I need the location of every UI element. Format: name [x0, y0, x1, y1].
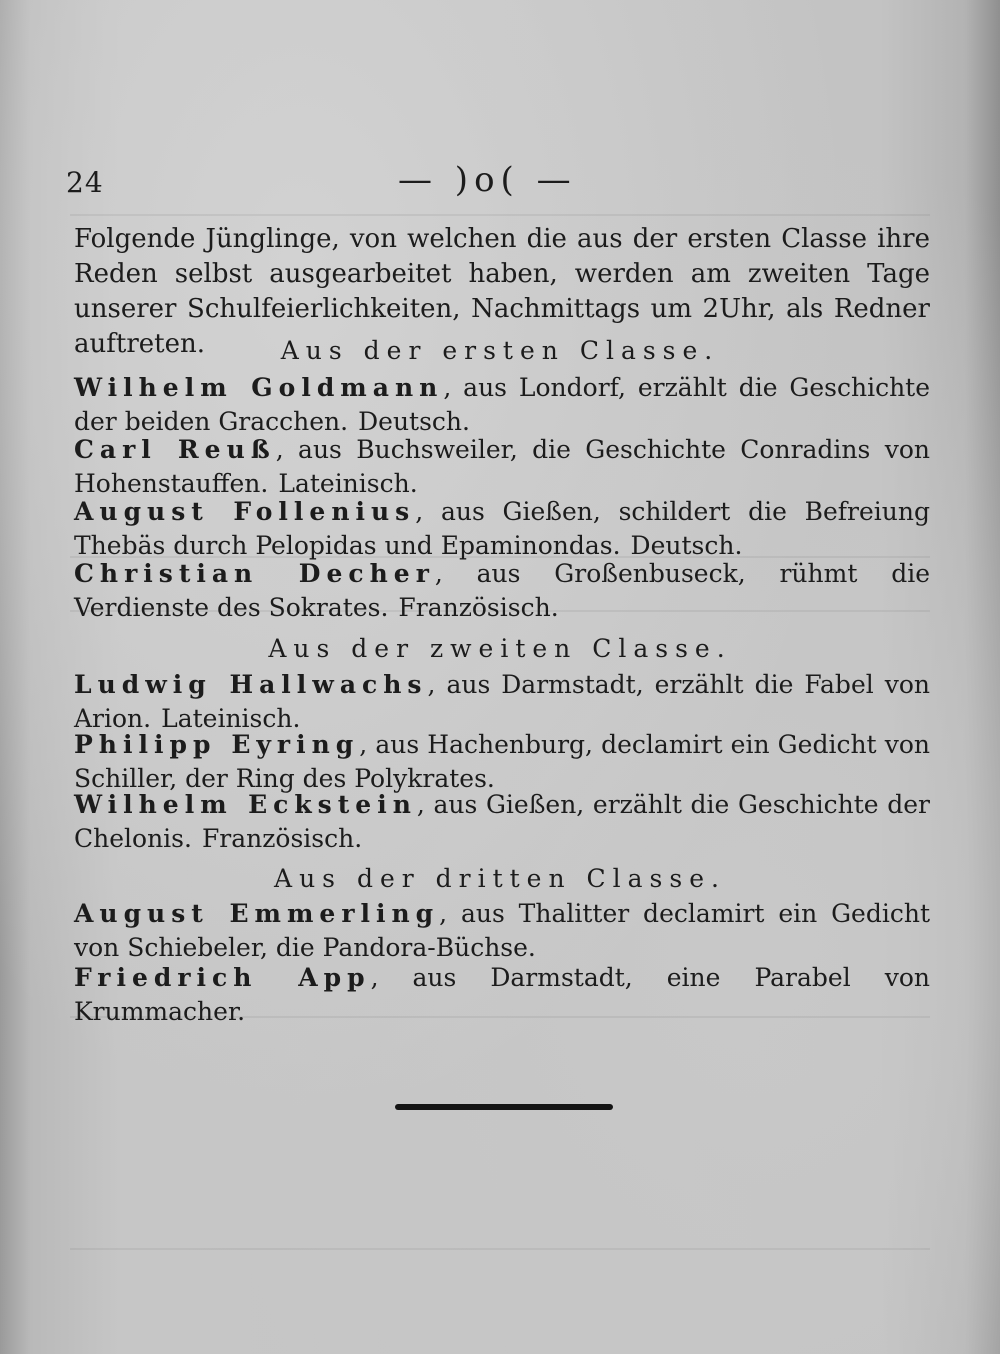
- speech-language: Französisch.: [201, 824, 363, 853]
- speech-language: Lateinisch.: [278, 469, 418, 498]
- section-heading: Aus der zweiten Classe.: [268, 634, 732, 663]
- speaker-description: , aus Darmstadt, eine Parabel von Krummacher.: [74, 963, 930, 1026]
- speaker-entry: [74, 557, 930, 625]
- speech-language: Französisch.: [398, 593, 559, 622]
- speech-language: Deutsch.: [358, 407, 470, 436]
- speaker-entry: [74, 495, 930, 563]
- intro-text: Folgende Jünglinge, von welchen die aus der ersten Classe ihre Reden selbst ausgearbeitet haben, werden am zweiten Tage unserer Schulfeierlichkeiten, Nachmittags um 2Uhr, als Redner auftreten.: [74, 224, 930, 359]
- speaker-description: , aus Gießen, schildert die Befreiung Thebäs durch Pelopidas und Epaminondas.: [74, 497, 930, 560]
- speaker-description: , aus Hachenburg, declamirt ein Gedicht von Schiller, der Ring des Polykrates.: [74, 730, 930, 793]
- speaker-description: , aus Londorf, erzählt die Geschichte der beiden Gracchen.: [74, 373, 931, 436]
- speaker-description: , aus Gießen, erzählt die Geschichte der Chelonis.: [74, 790, 930, 853]
- speaker-description: , aus Thalitter declamirt ein Gedicht von Schiebeler, die Pandora-Büchse.: [74, 899, 930, 962]
- speaker-name: Christian Decher: [74, 559, 435, 588]
- speaker-entry: [74, 897, 930, 965]
- speaker-name: August Emmerling: [74, 899, 440, 928]
- bleed-through-line: [70, 214, 930, 216]
- speaker-description: , aus Buchsweiler, die Geschichte Conradins von Hohenstauffen.: [74, 435, 930, 498]
- speech-language: Deutsch.: [630, 531, 743, 560]
- speaker-name: Carl Reuß: [74, 435, 276, 464]
- closing-rule: [395, 1104, 613, 1110]
- section-heading: Aus der ersten Classe.: [280, 336, 720, 365]
- speaker-name: Wilhelm Goldmann: [74, 373, 444, 402]
- running-head: — )o( —: [398, 160, 577, 200]
- speaker-name: Philipp Eyring: [74, 730, 360, 759]
- speaker-entry: [74, 961, 930, 1029]
- speaker-name: Ludwig Hallwachs: [74, 670, 428, 699]
- section-heading: Aus der dritten Classe.: [274, 864, 726, 893]
- speaker-description: , aus Darmstadt, erzählt die Fabel von Arion.: [74, 670, 930, 733]
- speech-language: Lateinisch.: [161, 704, 301, 733]
- speaker-entry: [74, 788, 930, 856]
- speaker-entry: [74, 433, 930, 501]
- bleed-through-line: [70, 1248, 930, 1250]
- speaker-entry: [74, 728, 930, 796]
- page-number: 24: [66, 166, 104, 199]
- speaker-name: Wilhelm Eckstein: [74, 790, 417, 819]
- speaker-entry: [74, 371, 930, 439]
- speaker-description: , aus Großenbuseck, rühmt die Verdienste des Sokrates.: [74, 559, 930, 622]
- speaker-name: August Follenius: [74, 497, 416, 526]
- speaker-name: Friedrich App: [74, 963, 371, 992]
- speaker-entry: [74, 668, 930, 736]
